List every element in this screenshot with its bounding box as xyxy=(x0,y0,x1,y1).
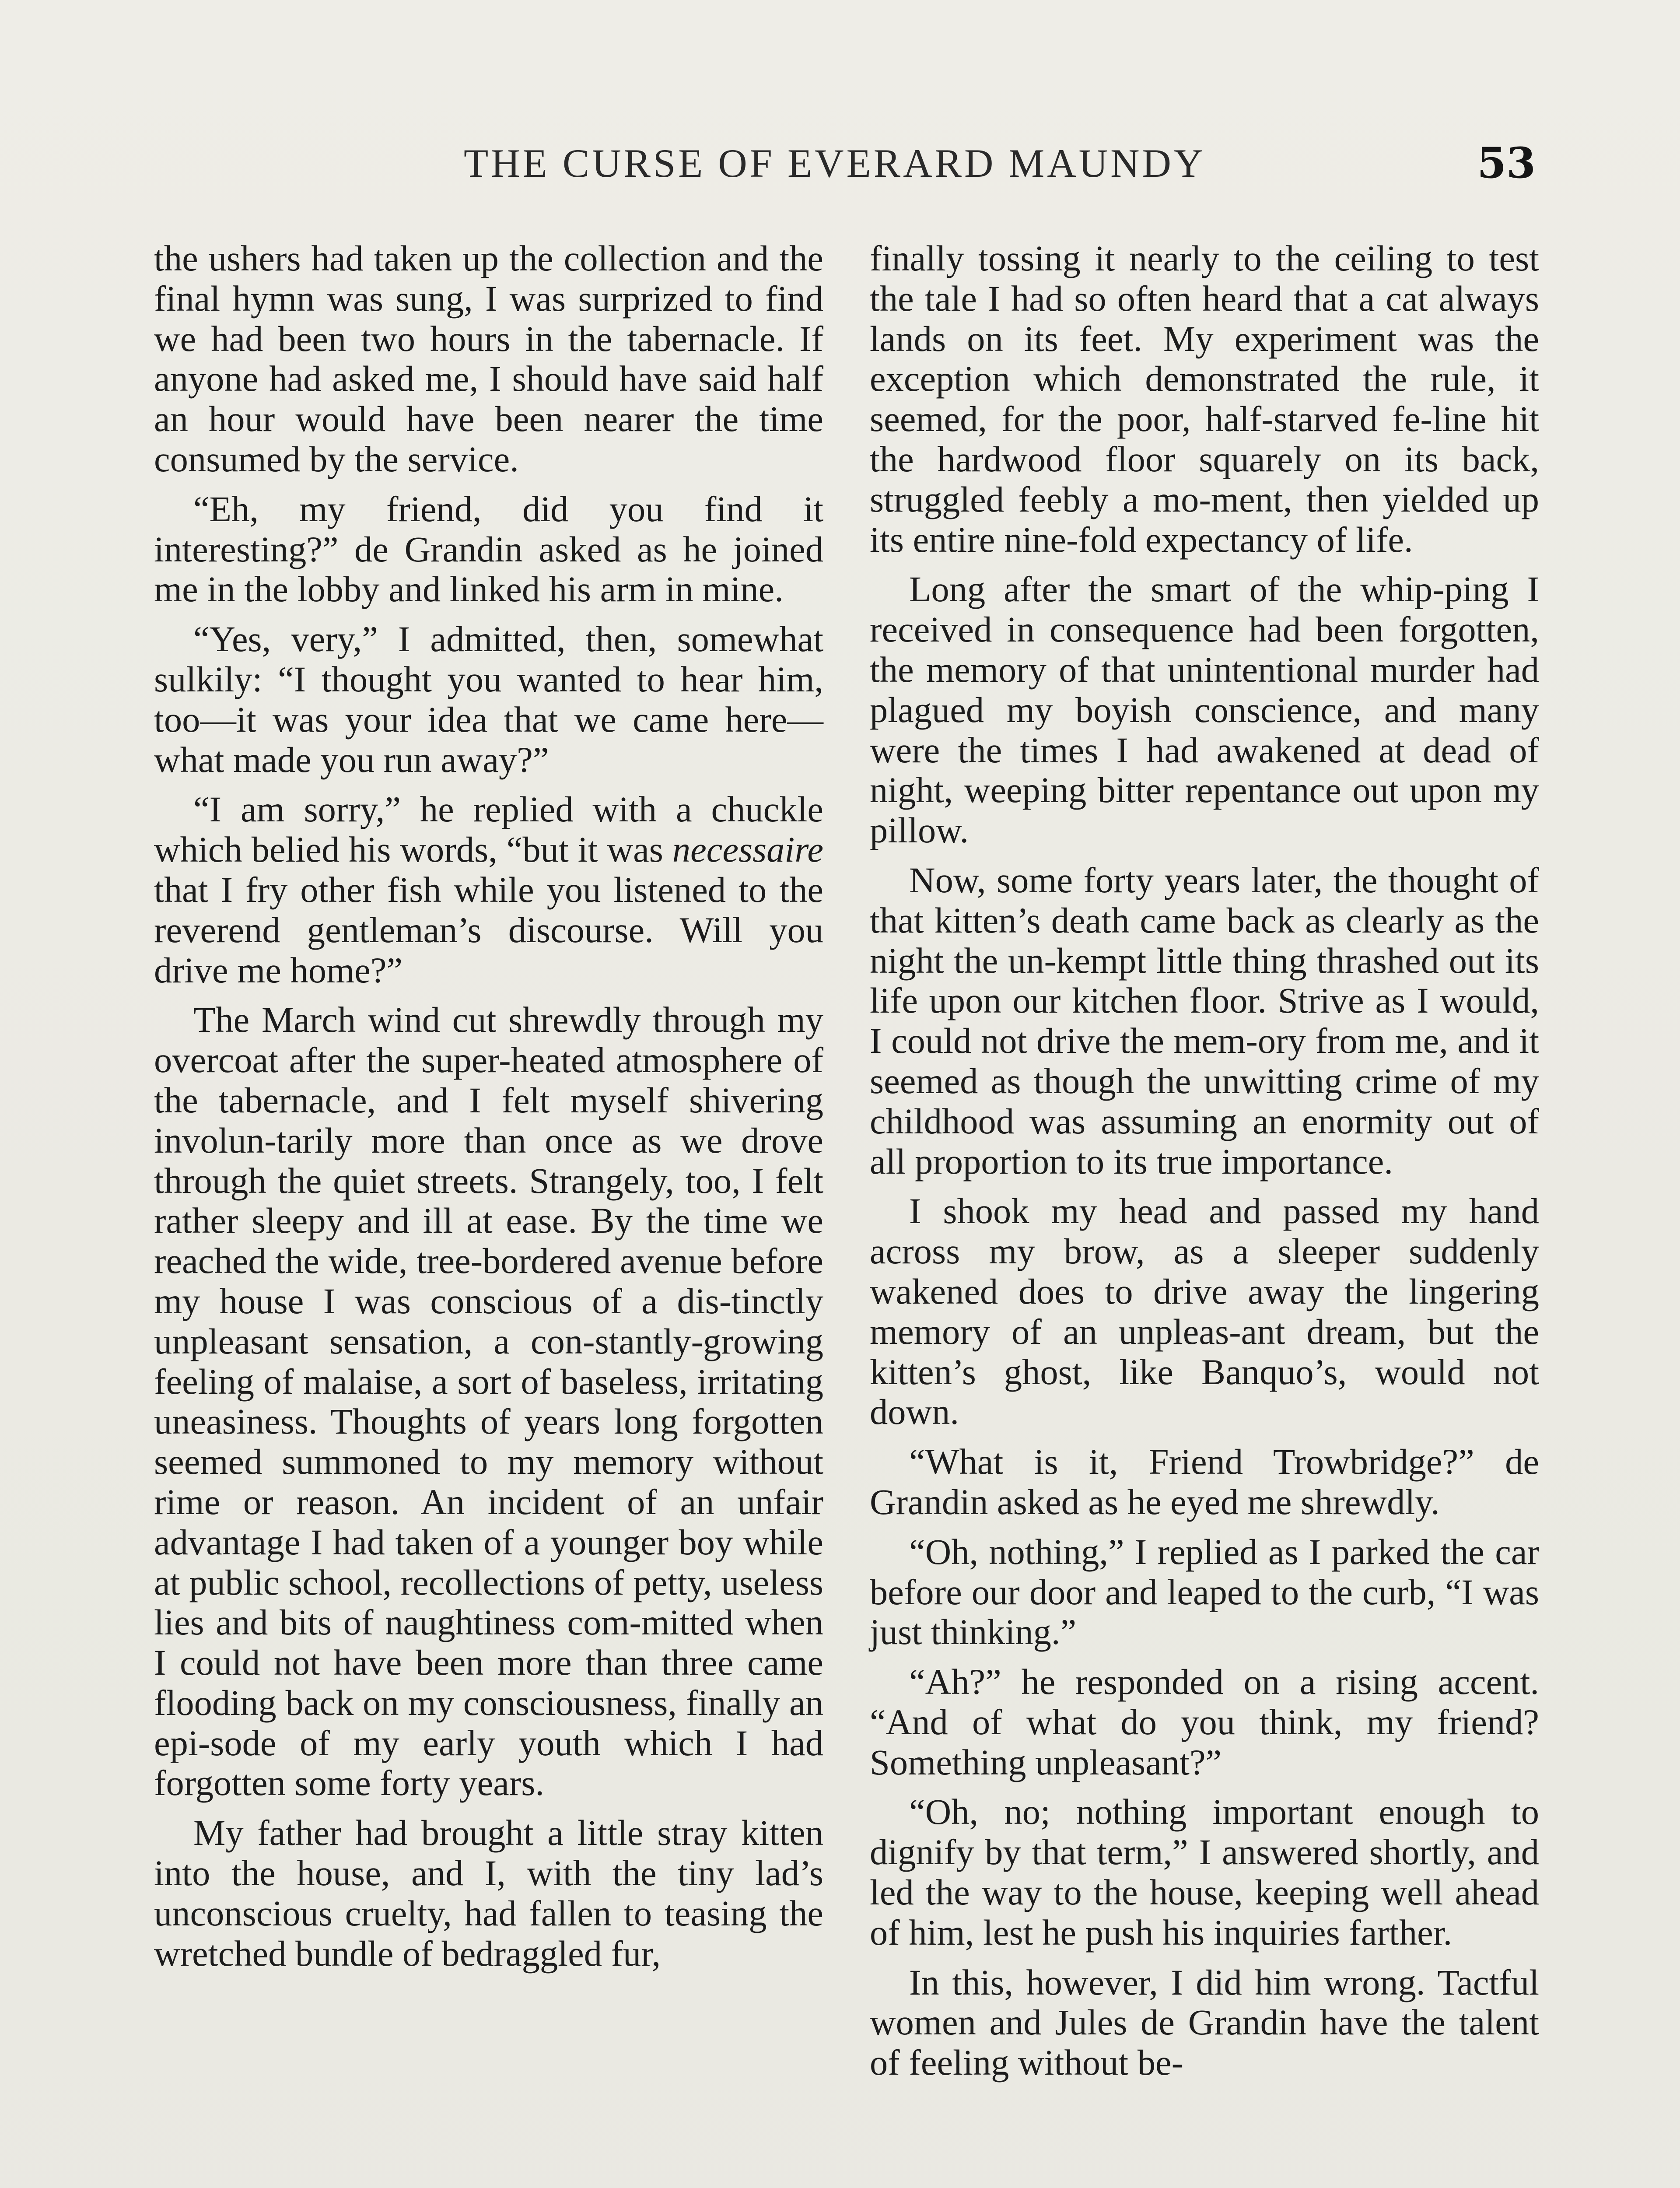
paragraph: Long after the smart of the whip-ping I received in consequence had been forgotten, the memory of that unintentional murder had plagued my boyish conscience, and many were the times I had awakened at dead of night, weeping bitter repentance out upon my pillow. xyxy=(870,569,1539,851)
paragraph: Now, some forty years later, the thought of that kitten’s death came back as clearly as the night the un-kempt little thing thrashed out its life upon our kitchen floor. Strive as I would, I could not drive the mem-ory from me, and it seemed as though the unwitting crime of my childhood was assuming an enormity out of all proportion to its true importance. xyxy=(870,859,1539,1182)
paragraph: “Oh, no; nothing important enough to dignify by that term,” I answered shortly, and led the way to the house, keeping well ahead of him, lest he push his inquiries farther. xyxy=(870,1792,1539,1953)
italic-word: necessaire xyxy=(672,829,823,870)
page-number: 53 xyxy=(1477,138,1536,188)
left-column xyxy=(154,238,823,1983)
paragraph: finally tossing it nearly to the ceiling to test the tale I had so often heard that a cat always lands on its feet. My experiment was the exception which demonstrated the rule, it seemed, for the poor, half-starved fe-line hit the hardwood floor squarely on its back, struggled feebly a mo-ment, then yielded up its entire nine-fold expectancy of life. xyxy=(870,238,1539,560)
paragraph: In this, however, I did him wrong. Tactful women and Jules de Grandin have the talent of feeling without be- xyxy=(870,1962,1539,2083)
paragraph: “Yes, very,” I admitted, then, somewhat sulkily: “I thought you wanted to hear him, too—it was your idea that we came here—what made you run away?” xyxy=(154,619,823,780)
paragraph: The March wind cut shrewdly through my overcoat after the super-heated atmosphere of the tabernacle, and I felt myself shivering involun-tarily more than once as we drove through the quiet streets. Strangely, too, I felt rather sleepy and ill at ease. By the time we reached the wide, tree-bordered avenue before my house I was conscious of a dis-tinctly unpleasant sensation, a con-stantly-growing feeling of malaise, a sort of baseless, irritating uneasiness. Thoughts of years long forgotten seemed summoned to my memory without rime or reason. An incident of an unfair advantage I had taken of a younger boy while at public school, recollections of petty, useless lies and bits of naughtiness com-mitted when I could not have been more than three came flooding back on my consciousness, finally an epi-sode of my early youth which I had forgotten some forty years. xyxy=(154,999,823,1803)
paragraph: “Oh, nothing,” I replied as I parked the car before our door and leaped to the curb, “I was just thinking.” xyxy=(870,1531,1539,1652)
paragraph: “Ah?” he responded on a rising accent. “And of what do you think, my friend? Something unpleasant?” xyxy=(870,1662,1539,1782)
page-header xyxy=(149,140,1536,193)
paragraph: My father had brought a little stray kitten into the house, and I, with the tiny lad’s unconscious cruelty, had fallen to teasing the wretched bundle of bedraggled fur, xyxy=(154,1813,823,1974)
right-column xyxy=(870,238,1539,2093)
paragraph: “What is it, Friend Trowbridge?” de Grandin asked as he eyed me shrewdly. xyxy=(870,1441,1539,1522)
paragraph xyxy=(154,789,823,990)
paragraph: “Eh, my friend, did you find it interesting?” de Grandin asked as he joined me in the lobby and linked his arm in mine. xyxy=(154,488,823,610)
paragraph: the ushers had taken up the collection and the final hymn was sung, I was surprized to find we had been two hours in the tabernacle. If anyone had asked me, I should have said half an hour would have been nearer the time consumed by the service. xyxy=(154,238,823,479)
running-title: THE CURSE OF EVERARD MAUNDY xyxy=(464,141,1206,186)
paragraph-text: that I fry other fish while you listened to the reverend gentleman’s discourse. Will you drive me home?” xyxy=(154,869,823,990)
paragraph: I shook my head and passed my hand across my brow, as a sleeper suddenly wakened does to drive away the lingering memory of an unpleas-ant dream, but the kitten’s ghost, like Banquo’s, would not down. xyxy=(870,1191,1539,1432)
paragraph-text: “I am sorry,” he replied with a chuckle which belied his words, “but it was xyxy=(154,789,823,870)
